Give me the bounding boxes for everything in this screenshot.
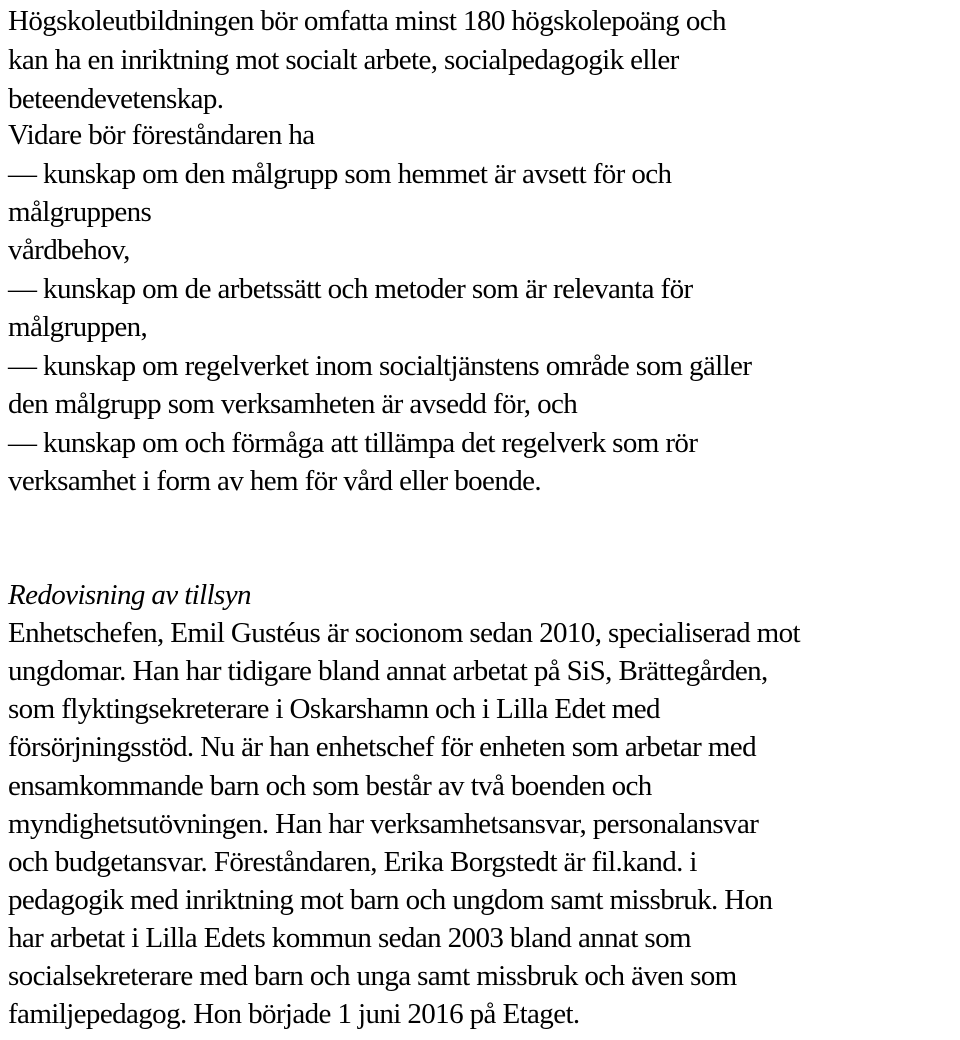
- requirements-line: vårdbehov,: [8, 234, 130, 266]
- report-line: ungdomar. Han har tidigare bland annat arbetat på SiS, Brättegården,: [8, 655, 768, 687]
- report-line: försörjningsstöd. Nu är han enhetschef för enheten som arbetar med: [8, 731, 756, 763]
- report-line: socialsekreterare med barn och unga samt missbruk och även som: [8, 960, 737, 992]
- requirements-line: Vidare bör föreståndaren ha: [8, 119, 315, 151]
- report-line: har arbetat i Lilla Edets kommun sedan 2003 bland annat som: [8, 922, 691, 954]
- report-line: och budgetansvar. Föreståndaren, Erika Borgstedt är fil.kand. i: [8, 846, 697, 878]
- requirements-line: målgruppens: [8, 196, 152, 228]
- requirements-line: beteendevetenskap.: [8, 83, 224, 115]
- requirements-line: — kunskap om de arbetssätt och metoder som är relevanta för: [8, 273, 693, 305]
- requirements-line: den målgrupp som verksamheten är avsedd för, och: [8, 388, 578, 420]
- report-line: som flyktingsekreterare i Oskarshamn och i Lilla Edet med: [8, 693, 660, 725]
- report-line: familjepedagog. Hon började 1 juni 2016 på Etaget.: [8, 998, 580, 1030]
- requirements-line: — kunskap om och förmåga att tillämpa det regelverk som rör: [8, 427, 698, 459]
- requirements-line: — kunskap om regelverket inom socialtjänstens område som gäller: [8, 350, 752, 382]
- report-line: myndighetsutövningen. Han har verksamhetsansvar, personalansvar: [8, 808, 759, 840]
- requirements-line: kan ha en inriktning mot socialt arbete, socialpedagogik eller: [8, 44, 679, 76]
- report-line: Enhetschefen, Emil Gustéus är socionom sedan 2010, specialiserad mot: [8, 617, 800, 649]
- requirements-line: målgruppen,: [8, 311, 148, 343]
- requirements-line: — kunskap om den målgrupp som hemmet är avsett för och: [8, 158, 672, 190]
- requirements-line: verksamhet i form av hem för vård eller boende.: [8, 465, 542, 497]
- section-heading: Redovisning av tillsyn: [8, 579, 251, 611]
- report-line: pedagogik med inriktning mot barn och ungdom samt missbruk. Hon: [8, 884, 773, 916]
- requirements-line: Högskoleutbildningen bör omfatta minst 180 högskolepoäng och: [8, 5, 726, 37]
- report-line: ensamkommande barn och som består av två boenden och: [8, 770, 652, 802]
